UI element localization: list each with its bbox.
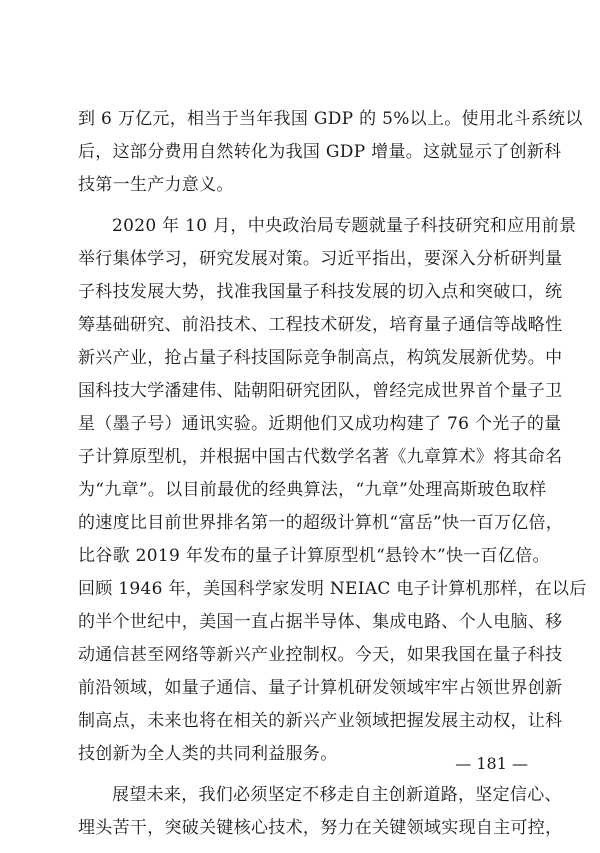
text-line: 展望未来，我们必须坚定不移走自主创新道路，坚定信心、 xyxy=(112,785,562,805)
paragraph-1 xyxy=(78,103,583,202)
text-line: 的半个世纪中，美国一直占据半导体、集成电路、个人电脑、移 xyxy=(78,612,563,632)
text-line: 星（墨子号）通讯实验。近期他们又成功构建了 76 个光子的量 xyxy=(78,414,562,434)
text-line: 制高点，未来也将在相关的新兴产业领域把握发展主动权，让科 xyxy=(78,711,563,731)
text-line: 前沿领域，如量子通信、量子计算机研发领域牢牢占领世界创新 xyxy=(78,678,563,698)
text-line: 到 6 万亿元，相当于当年我国 GDP 的 5%以上。使用北斗系统以 xyxy=(78,109,583,129)
text-line: 2020 年 10 月，中央政治局专题就量子科技研究和应用前景 xyxy=(112,216,577,236)
text-line: 回顾 1946 年，美国科学家发明 NEIAC 电子计算机那样，在以后 xyxy=(78,579,587,599)
text-line: 技创新为全人类的共同利益服务。 xyxy=(78,744,338,764)
text-line: 新兴产业，抢占量子科技国际竞争制高点，构筑发展新优势。中 xyxy=(78,348,563,368)
text-line: 动通信甚至网络等新兴产业控制权。今天，如果我国在量子科技 xyxy=(78,645,563,665)
page-number: — 181 — xyxy=(455,754,528,773)
text-line: 举行集体学习，研究发展对策。习近平指出，要深入分析研判量 xyxy=(78,249,563,269)
text-line: 子科技发展大势，找准我国量子科技发展的切入点和突破口，统 xyxy=(78,282,563,302)
text-line: 为“九章”。以目前最优的经典算法，“九章”处理高斯玻色取样 xyxy=(78,480,547,500)
text-line: 筹基础研究、前沿技术、工程技术研发，培育量子通信等战略性 xyxy=(78,315,563,335)
text-line: 子计算原型机，并根据中国古代数学名著《九章算术》将其命名 xyxy=(78,447,563,467)
text-line: 后，这部分费用自然转化为我国 GDP 增量。这就显示了创新科 xyxy=(78,142,562,162)
paragraph-2 xyxy=(78,210,587,771)
text-line: 国科技大学潘建伟、陆朝阳研究团队，曾经完成世界首个量子卫 xyxy=(78,381,563,401)
text-line: 的速度比目前世界排名第一的超级计算机“富岳”快一百万亿倍， xyxy=(78,513,564,533)
paragraph-3 xyxy=(78,779,563,845)
text-line: 技第一生产力意义。 xyxy=(78,175,234,195)
text-line: 比谷歌 2019 年发布的量子计算原型机“悬铃木”快一百亿倍。 xyxy=(78,546,550,566)
text-line: 埋头苦干，突破关键核心技术，努力在关键领域实现自主可控， xyxy=(78,818,563,838)
document-page xyxy=(78,103,587,853)
